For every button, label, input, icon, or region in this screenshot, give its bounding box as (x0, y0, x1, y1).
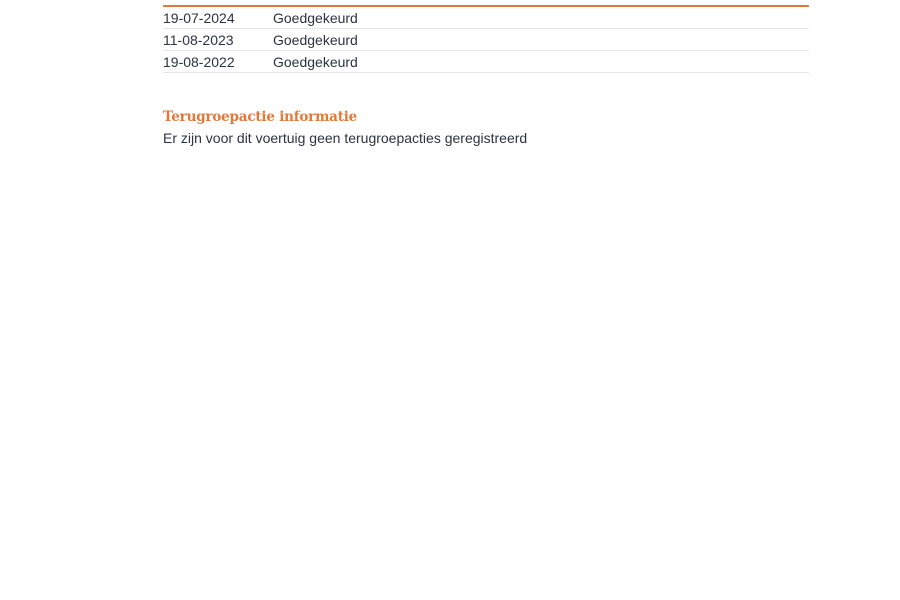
inspection-date: 19-08-2022 (163, 54, 235, 70)
inspection-status: Goedgekeurd (273, 10, 358, 26)
inspection-status: Goedgekeurd (273, 54, 358, 70)
table-row (163, 51, 809, 73)
recall-section-title: Terugroepactie informatie (163, 109, 358, 125)
document-page (163, 0, 809, 147)
table-row (163, 29, 809, 51)
inspection-date: 11-08-2023 (163, 32, 234, 48)
inspection-history-table (163, 7, 809, 73)
table-row (163, 7, 809, 29)
recall-section-text: Er zijn voor dit voertuig geen terugroepacties geregistreerd (163, 130, 528, 146)
inspection-date: 19-07-2024 (163, 10, 235, 26)
inspection-status: Goedgekeurd (273, 32, 358, 48)
